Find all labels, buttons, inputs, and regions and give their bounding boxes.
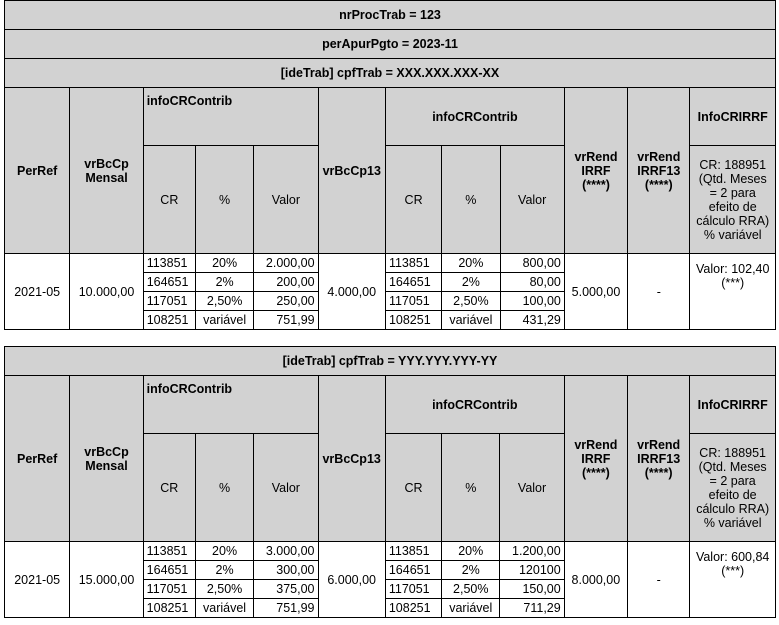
cell-cr-a: 164651 bbox=[143, 273, 195, 292]
cell-cr-b: 117051 bbox=[385, 580, 441, 599]
cell-vrrend-irrf13: - bbox=[628, 254, 690, 330]
col-infocrirrf: InfoCRIRRF bbox=[690, 376, 776, 434]
cell-vrbccp13: 4.000,00 bbox=[318, 254, 385, 330]
cell-pct-a: 2% bbox=[195, 273, 253, 292]
cell-valor-b: 711,29 bbox=[500, 599, 564, 618]
cell-pct-a: 2% bbox=[195, 561, 253, 580]
cell-perref: 2021-05 bbox=[5, 254, 70, 330]
cell-pct-b: 20% bbox=[442, 254, 500, 273]
cell-valor-a: 751,99 bbox=[254, 311, 318, 330]
col-vrrend-irrf: vrRend IRRF (****) bbox=[564, 88, 627, 254]
col-vrbccp13: vrBcCp13 bbox=[318, 376, 385, 542]
cell-cr-b: 113851 bbox=[385, 254, 441, 273]
cell-valor-a: 751,99 bbox=[254, 599, 318, 618]
col-pct-a: % bbox=[195, 146, 253, 254]
cell-valor-a: 2.000,00 bbox=[254, 254, 318, 273]
cell-pct-b: 2% bbox=[442, 273, 500, 292]
perapurpgto-header: perApurPgto = 2023-11 bbox=[5, 30, 776, 59]
cell-valor-a: 375,00 bbox=[254, 580, 318, 599]
col-perref: PerRef bbox=[5, 376, 70, 542]
cell-pct-a: 20% bbox=[195, 254, 253, 273]
cell-pct-a: 2,50% bbox=[195, 580, 253, 599]
idetrab-header: [ideTrab] cpfTrab = YYY.YYY.YYY-YY bbox=[5, 347, 776, 376]
cell-pct-a: 20% bbox=[195, 542, 253, 561]
cell-cr-b: 108251 bbox=[385, 311, 441, 330]
cell-valor-b: 800,00 bbox=[500, 254, 564, 273]
cell-pct-b: 2,50% bbox=[442, 580, 500, 599]
cell-pct-a: 2,50% bbox=[195, 292, 253, 311]
cell-perref: 2021-05 bbox=[5, 542, 70, 618]
col-valor-a: Valor bbox=[254, 146, 318, 254]
cell-pct-b: variável bbox=[442, 599, 500, 618]
col-valor-b: Valor bbox=[500, 434, 564, 542]
col-infocrcontrib-b: infoCRContrib bbox=[385, 376, 564, 434]
idetrab-header: [ideTrab] cpfTrab = XXX.XXX.XXX-XX bbox=[5, 59, 776, 88]
col-infocrirrf: InfoCRIRRF bbox=[690, 88, 776, 146]
cell-pct-b: variável bbox=[442, 311, 500, 330]
col-infocrcontrib-a: infoCRContrib bbox=[143, 376, 318, 434]
col-cr-a: CR bbox=[143, 146, 195, 254]
cell-valor-b: 150,00 bbox=[500, 580, 564, 599]
cell-cr-b: 164651 bbox=[385, 273, 441, 292]
cell-valor-a: 300,00 bbox=[254, 561, 318, 580]
cell-pct-b: 20% bbox=[442, 542, 500, 561]
cell-cr-a: 164651 bbox=[143, 561, 195, 580]
col-valor-b: Valor bbox=[500, 146, 564, 254]
cell-pct-b: 2% bbox=[442, 561, 500, 580]
col-vrbccp-mensal: vrBcCp Mensal bbox=[70, 88, 143, 254]
cell-valor-b: 100,00 bbox=[500, 292, 564, 311]
col-pct-b: % bbox=[442, 146, 500, 254]
cell-cr-b: 117051 bbox=[385, 292, 441, 311]
cell-valor-b: 1.200,00 bbox=[500, 542, 564, 561]
cell-vrbccp-mensal: 10.000,00 bbox=[70, 254, 143, 330]
nrproctrab-header: nrProcTrab = 123 bbox=[5, 1, 776, 30]
col-infocrcontrib-a: infoCRContrib bbox=[143, 88, 318, 146]
cell-vrrend-irrf: 8.000,00 bbox=[564, 542, 627, 618]
col-vrbccp-mensal: vrBcCp Mensal bbox=[70, 376, 143, 542]
cell-pct-a: variável bbox=[195, 599, 253, 618]
cell-valor-a: 250,00 bbox=[254, 292, 318, 311]
col-vrbccp13: vrBcCp13 bbox=[318, 88, 385, 254]
cell-cr-a: 108251 bbox=[143, 311, 195, 330]
cell-valor-b: 80,00 bbox=[500, 273, 564, 292]
col-pct-b: % bbox=[442, 434, 500, 542]
cell-valor-b: 120100 bbox=[500, 561, 564, 580]
cell-vrrend-irrf: 5.000,00 bbox=[564, 254, 627, 330]
col-pct-a: % bbox=[195, 434, 253, 542]
cell-cr-a: 108251 bbox=[143, 599, 195, 618]
cell-infocrirrf: Valor: 102,40 (***) bbox=[690, 254, 776, 330]
col-cr-a: CR bbox=[143, 434, 195, 542]
cell-vrbccp13: 6.000,00 bbox=[318, 542, 385, 618]
cell-valor-b: 431,29 bbox=[500, 311, 564, 330]
cell-cr-a: 117051 bbox=[143, 292, 195, 311]
cell-pct-a: variável bbox=[195, 311, 253, 330]
cell-pct-b: 2,50% bbox=[442, 292, 500, 311]
cell-cr-b: 164651 bbox=[385, 561, 441, 580]
col-cr-b: CR bbox=[385, 434, 441, 542]
col-cr-b: CR bbox=[385, 146, 441, 254]
cell-vrbccp-mensal: 15.000,00 bbox=[70, 542, 143, 618]
cell-valor-a: 200,00 bbox=[254, 273, 318, 292]
worker-table-2 bbox=[4, 346, 776, 618]
col-vrrend-irrf: vrRend IRRF (****) bbox=[564, 376, 627, 542]
col-valor-a: Valor bbox=[254, 434, 318, 542]
col-vrrend-irrf13: vrRend IRRF13 (****) bbox=[628, 88, 690, 254]
cell-cr-b: 113851 bbox=[385, 542, 441, 561]
col-vrrend-irrf13: vrRend IRRF13 (****) bbox=[628, 376, 690, 542]
col-infocrcontrib-b: infoCRContrib bbox=[385, 88, 564, 146]
cell-cr-a: 113851 bbox=[143, 254, 195, 273]
col-infocrirrf-note: CR: 188951 (Qtd. Meses = 2 para efeito de cálculo RRA) % variável bbox=[690, 146, 776, 254]
cell-vrrend-irrf13: - bbox=[628, 542, 690, 618]
cell-cr-a: 113851 bbox=[143, 542, 195, 561]
col-perref: PerRef bbox=[5, 88, 70, 254]
cell-cr-a: 117051 bbox=[143, 580, 195, 599]
worker-table-1 bbox=[4, 0, 776, 330]
cell-cr-b: 108251 bbox=[385, 599, 441, 618]
cell-valor-a: 3.000,00 bbox=[254, 542, 318, 561]
col-infocrirrf-note: CR: 188951 (Qtd. Meses = 2 para efeito de cálculo RRA) % variável bbox=[690, 434, 776, 542]
cell-infocrirrf: Valor: 600,84 (***) bbox=[690, 542, 776, 618]
